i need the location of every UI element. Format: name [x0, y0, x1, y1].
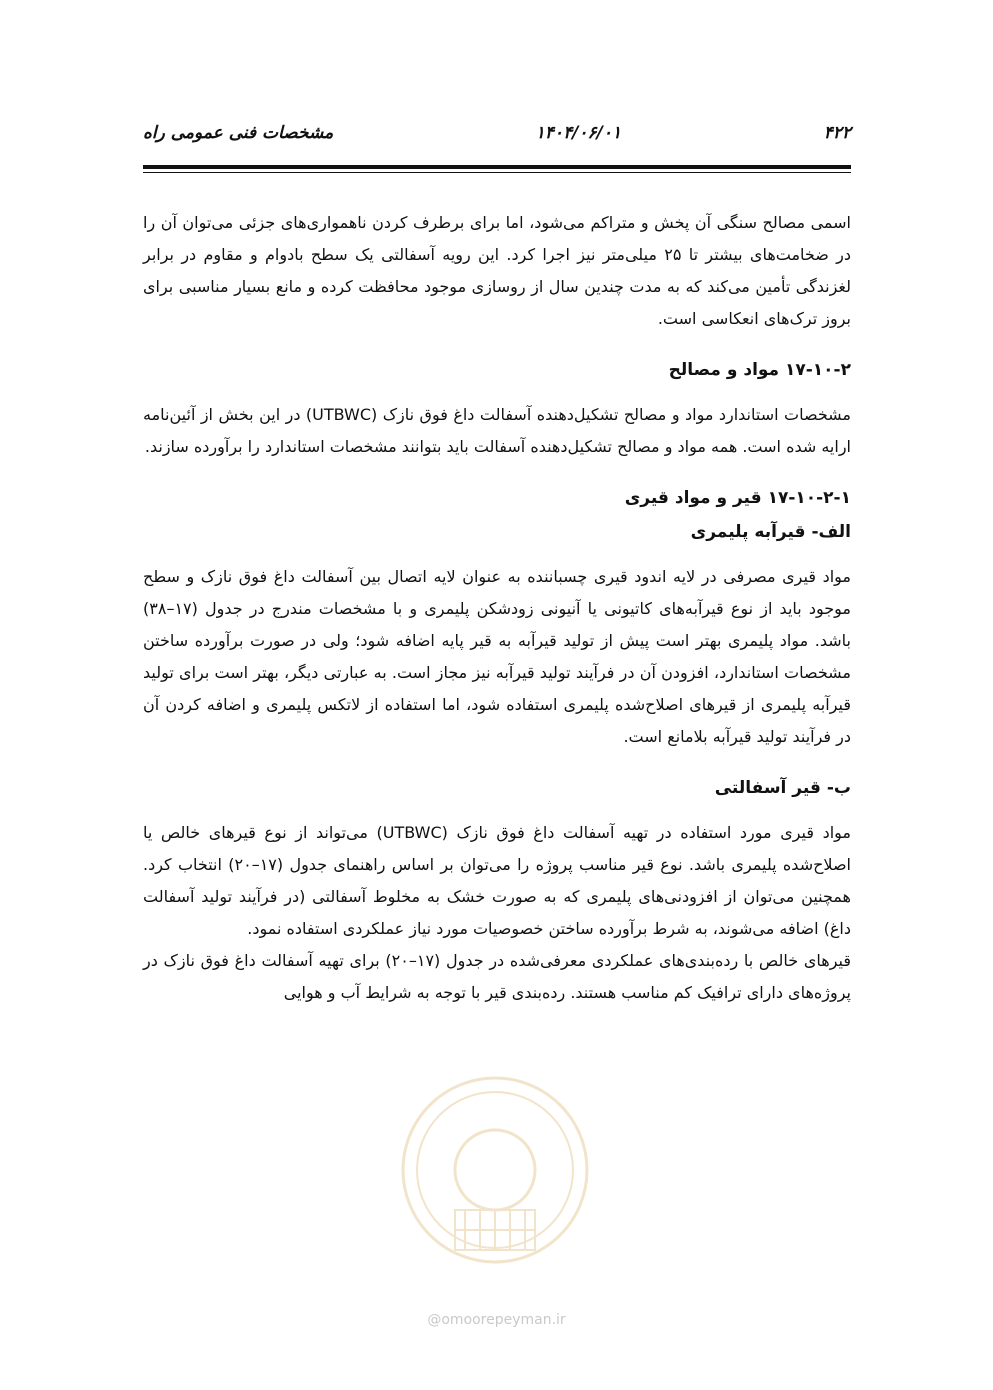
header-date: ۱۴۰۴/۰۶/۰۱ — [535, 123, 622, 143]
paragraph: مواد قیری مصرفی در لایه اندود قیری چسباننده به عنوان لایه اتصال بین آسفالت داغ فوق نازک و سطح موجود باید از نوع قیرآبه‌های کاتیونی یا آنیونی زودشکن پلیمری و با مشخصات مندرج در جدول (۱۷–۳۸) باشد. مواد پلیمری بهتر است پیش از تولید قیرآبه به قیر پایه اضافه شود؛ ولی در صورت برآورده ساختن مشخصات استاندارد، افزودن آن در فرآیند تولید قیرآبه نیز مجاز است. به عبارتی دیگر، بهتر است برای تولید قیرآبه پلیمری از قیرهای اصلاح‌شده پلیمری استفاده شود، اما استفاده از لاتکس پلیمری و اضافه کردن آن در فرآیند تولید قیرآبه بلامانع است. — [143, 567, 851, 746]
page-header — [143, 118, 851, 148]
watermark-site: @omoorepeyman.ir — [427, 1312, 566, 1328]
page-number: ۴۲۲ — [823, 123, 851, 143]
header-title: مشخصات فنی عمومی راه — [143, 123, 334, 143]
header-rule-thick — [143, 165, 851, 169]
item-heading: الف- قیرآبه پلیمری — [690, 522, 851, 542]
paragraph: مواد قیری مورد استفاده در تهیه آسفالت داغ فوق نازک (UTBWC) می‌تواند از نوع قیرهای خالص یا اصلاح‌شده پلیمری باشد. نوع قیر مناسب پروژه را می‌توان بر اساس راهنمای جدول (۱۷–۲۰) انتخاب کرد. همچنین می‌توان از افزودنی‌های پلیمری که به صورت خشک به مخلوط آسفالتی (در فرآیند تولید آسفالت داغ) اضافه می‌شوند، به شرط برآورده ساختن خصوصیات مورد نیاز عملکردی استفاده نمود. — [143, 823, 852, 938]
section-heading: ۱۷-۱۰-۲ مواد و مصالح — [668, 360, 851, 380]
paragraph: اسمی مصالح سنگی آن پخش و متراکم می‌شود، اما برای برطرف کردن ناهمواری‌های جزئی می‌توان آن را در ضخامت‌های بیشتر تا ۲۵ میلی‌متر نیز اجرا کرد. این رویه آسفالتی یک سطح بادوام و مقاوم در برابر لغزندگی تأمین می‌کند که به مدت چندین سال از روسازی موجود محافظت کرده و مانع بسیار مناسبی برای بروز ترک‌های انعکاسی است. — [143, 213, 851, 328]
subsection-heading: ۱۷-۱۰-۲-۱ قیر و مواد قیری — [624, 488, 851, 508]
item-heading: ب- قیر آسفالتی — [714, 778, 851, 798]
paragraph: مشخصات استاندارد مواد و مصالح تشکیل‌دهنده آسفالت داغ فوق نازک (UTBWC) در این بخش از آئین‌نامه ارایه شده است. همه مواد و مصالح تشکیل‌دهنده آسفالت باید بتوانند مشخصات استاندارد را برآورده سازند. — [143, 405, 851, 456]
watermark-logo — [395, 1060, 595, 1300]
document-body — [143, 207, 851, 1009]
header-rule-thin — [143, 172, 851, 173]
paragraph: قیرهای خالص با رده‌بندی‌های عملکردی معرفی‌شده در جدول (۱۷–۲۰) برای تهیه آسفالت داغ فوق نازک در پروژه‌های دارای ترافیک کم مناسب هستند. رده‌بندی قیر با توجه به شرایط آب و هوایی — [143, 951, 852, 1002]
